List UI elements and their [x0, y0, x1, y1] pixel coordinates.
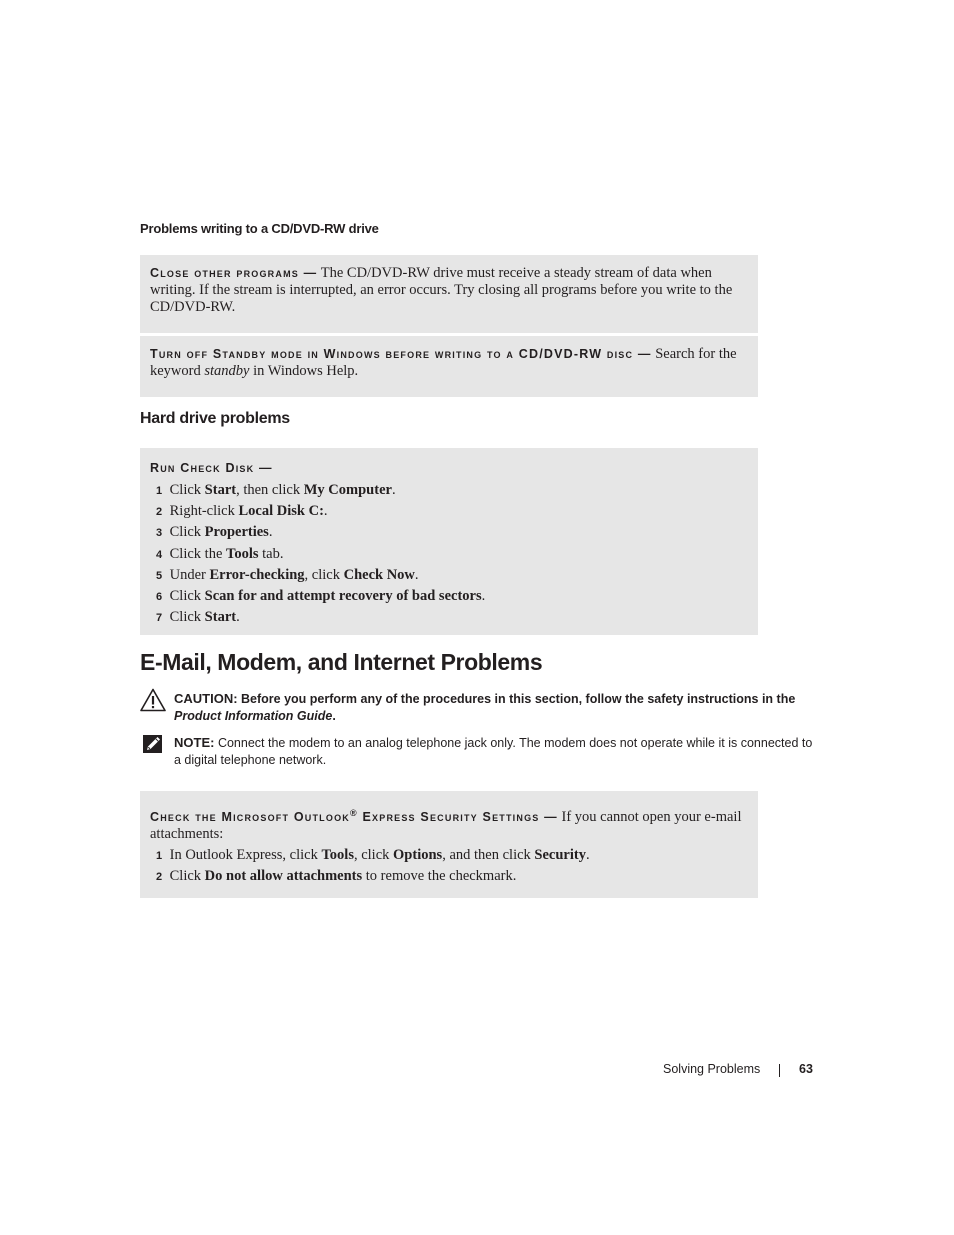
tip-lead: Run Check Disk —	[150, 461, 273, 475]
tip-box-close-programs	[140, 255, 758, 333]
caution-guide-title: Product Information Guide	[174, 709, 333, 723]
step-item: 7 Click Start.	[156, 609, 240, 626]
step-item: 6 Click Scan for and attempt recovery of bad sectors.	[156, 588, 486, 605]
check-disk-steps	[150, 480, 748, 628]
footer-divider	[779, 1064, 780, 1077]
caution-end: .	[332, 709, 336, 723]
step-item: 1 Click Start, then click My Computer.	[156, 482, 396, 498]
note-text: Connect the modem to an analog telephone jack only. The modem does not operate while it is connected to a digital telephone network.	[174, 736, 813, 767]
note-notice	[140, 732, 820, 769]
tip-keyword: standby	[204, 363, 250, 379]
tip-lead: Close other programs —	[150, 266, 318, 280]
note-label: NOTE:	[174, 735, 215, 750]
step-item: 2 Click Do not allow attachments to remove the checkmark.	[156, 868, 517, 885]
caution-notice	[140, 688, 820, 725]
tip-box-standby	[140, 336, 758, 397]
page-number: 63	[799, 1062, 813, 1076]
step-item: 5 Under Error-checking, click Check Now.	[156, 566, 419, 583]
outlook-steps	[150, 845, 748, 887]
page-heading-email-modem-internet: E-Mail, Modem, and Internet Problems	[140, 649, 543, 675]
warning-triangle-icon	[140, 688, 166, 712]
outlook-intro	[150, 805, 748, 843]
tip-lead: Turn off Standby mode in Windows before writing to a CD/DVD-RW disc —	[150, 347, 652, 361]
tip-text: If you cannot open your e-mail attachments:	[150, 809, 742, 843]
step-item: 1 In Outlook Express, click Tools, click Options, and then click Security.	[156, 847, 590, 864]
tip-text-end: in Windows Help.	[253, 363, 359, 379]
tip-box-outlook-security	[140, 791, 758, 898]
caution-text: Before you perform any of the procedures in this section, follow the safety instructions in the	[241, 692, 796, 706]
tip-lead: Check the Microsoft Outlook® Express Security Settings —	[150, 808, 558, 825]
caution-label: CAUTION:	[174, 691, 238, 706]
section-heading-hard-drive: Hard drive problems	[140, 410, 290, 427]
step-item: 2 Right-click Local Disk C:.	[156, 503, 328, 520]
footer-section-title: Solving Problems	[663, 1062, 761, 1076]
tip-text: Search for the keyword	[150, 346, 737, 379]
note-pencil-icon	[140, 732, 166, 756]
subsection-heading-cd-dvd: Problems writing to a CD/DVD-RW drive	[140, 221, 379, 236]
tip-text: The CD/DVD-RW drive must receive a steady stream of data when writing. If the stream is interrupted, an error occurs. Try closing all programs before you write to the CD/DVD-RW.	[150, 265, 733, 315]
step-item: 3 Click Properties.	[156, 524, 273, 541]
tip-box-check-disk	[140, 448, 758, 635]
step-item: 4 Click the Tools tab.	[156, 545, 284, 562]
